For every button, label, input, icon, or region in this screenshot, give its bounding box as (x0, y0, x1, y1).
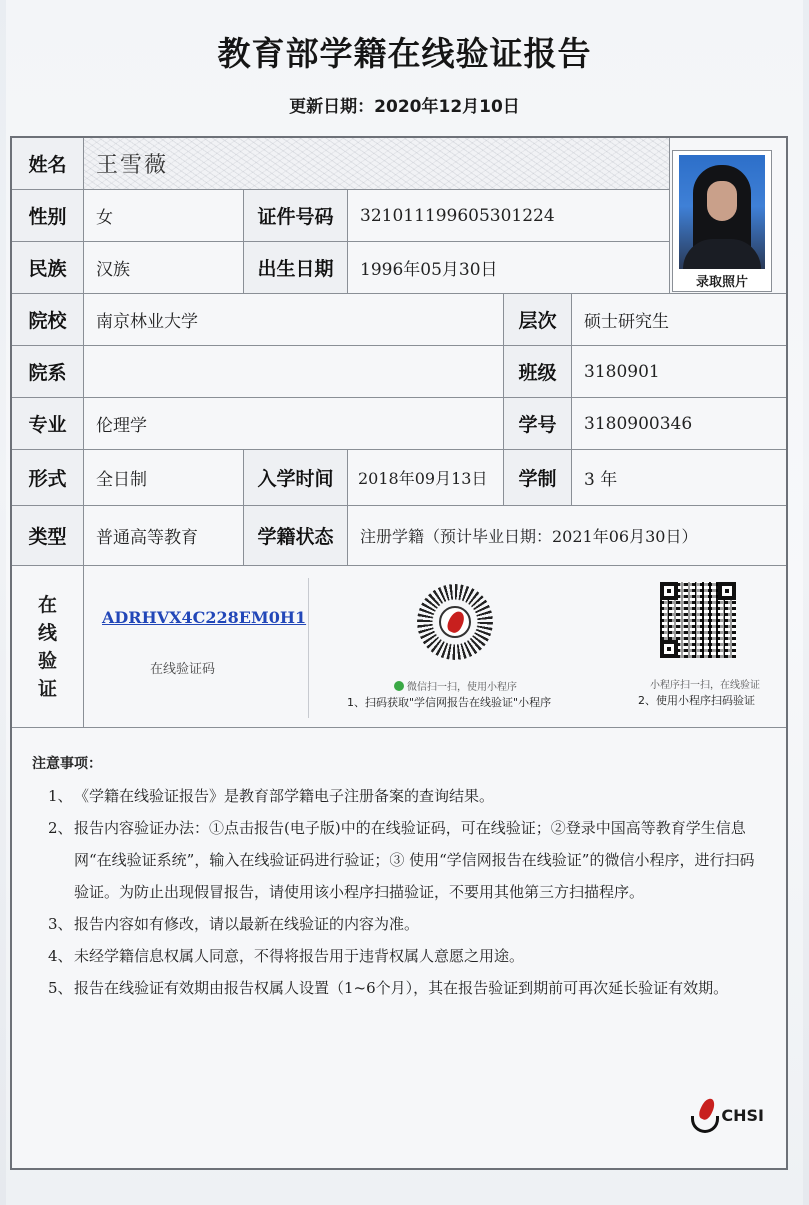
birth-value: 1996年05月30日 (348, 242, 670, 294)
report-table (10, 136, 788, 1170)
verification-code-link[interactable]: ADRHVX4C228EM0H1 (102, 608, 307, 627)
note-num: 2、 (48, 819, 73, 837)
gender-value: 女 (84, 190, 244, 242)
qr-code-icon (660, 582, 736, 658)
school-value: 南京林业大学 (84, 294, 504, 346)
enroll-value: 2018年09月13日 (348, 450, 504, 506)
note-text: 报告内容验证办法：①点击报告(电子版)中的在线验证码，可在线验证；②登录中国高等教育学生信息网“在线验证系统”，输入在线验证码进行验证；③ 使用“学信网报告在线验证”的微信小程序，进行扫码验证。为防止出现假冒报告，请使用该小程序扫描验证，不要用其他第三方扫描程序。 (74, 819, 755, 901)
major-value: 伦理学 (84, 398, 504, 450)
note-item (32, 780, 767, 812)
ethnicity-value: 汉族 (84, 242, 244, 294)
step1-text: 1、扫码获取"学信网报告在线验证"小程序 (347, 696, 552, 709)
student-no-label: 学号 (504, 398, 572, 450)
enroll-label: 入学时间 (244, 450, 348, 506)
verify-char-3: 验 (37, 649, 57, 672)
birth-label: 出生日期 (244, 242, 348, 294)
step2-text: 2、使用小程序扫码验证 (638, 694, 755, 707)
name-value: 王雪薇 (84, 138, 670, 190)
chsi-flame-icon (439, 606, 471, 638)
note-num: 1、 (48, 787, 73, 805)
level-value: 硕士研究生 (572, 294, 786, 346)
note-num: 5、 (48, 979, 73, 997)
verify-char-1: 在 (37, 593, 57, 616)
verify-char-4: 证 (37, 677, 57, 700)
notes-heading: 注意事项： (32, 756, 102, 772)
note-num: 4、 (48, 947, 73, 965)
major-label: 专业 (12, 398, 84, 450)
type-value: 普通高等教育 (84, 506, 244, 566)
verification-divider (308, 578, 309, 718)
verification-label (12, 566, 84, 728)
report-title: 教育部学籍在线验证报告 (217, 34, 592, 73)
note-text: 报告在线验证有效期由报告权属人设置（1~6个月），其在报告验证到期前可再次延长验证有效期。 (74, 979, 729, 997)
class-value: 3180901 (572, 346, 786, 398)
note-text: 报告内容如有修改，请以最新在线验证的内容为准。 (74, 915, 420, 933)
ethnicity-label: 民族 (12, 242, 84, 294)
note-item (32, 908, 767, 940)
verification-code-caption: 在线验证码 (150, 662, 216, 677)
chsi-logo-text: CHSI (721, 1105, 764, 1125)
notes-section (32, 748, 767, 1004)
verify-char-2: 线 (37, 621, 57, 644)
wechat-caption-text: 微信扫一扫，使用小程序 (407, 682, 517, 693)
duration-value: 3 年 (572, 450, 786, 506)
school-label: 院校 (12, 294, 84, 346)
wechat-caption (394, 678, 517, 693)
id-value: 321011199605301224 (348, 190, 670, 242)
note-item (32, 812, 767, 908)
gender-label: 性别 (12, 190, 84, 242)
student-no-value: 3180900346 (572, 398, 786, 450)
update-date: 更新日期：2020年12月10日 (289, 97, 520, 117)
class-label: 班级 (504, 346, 572, 398)
status-label: 学籍状态 (244, 506, 348, 566)
chsi-logo-icon (689, 1098, 719, 1132)
duration-label: 学制 (504, 450, 572, 506)
type-label: 类型 (12, 506, 84, 566)
status-value: 注册学籍（预计毕业日期：2021年06月30日） (348, 506, 786, 566)
note-text: 《学籍在线验证报告》是教育部学籍电子注册备案的查询结果。 (74, 787, 495, 805)
department-value (84, 346, 504, 398)
form-value: 全日制 (84, 450, 244, 506)
department-label: 院系 (12, 346, 84, 398)
note-item (32, 940, 767, 972)
level-label: 层次 (504, 294, 572, 346)
chsi-logo (689, 1098, 764, 1132)
note-text: 未经学籍信息权属人同意，不得将报告用于违背权属人意愿之用途。 (74, 947, 525, 965)
id-label: 证件号码 (244, 190, 348, 242)
photo-cell (670, 138, 786, 294)
qr-caption: 小程序扫一扫，在线验证 (650, 680, 760, 691)
form-label: 形式 (12, 450, 84, 506)
photo-label: 录取照片 (695, 275, 748, 290)
note-num: 3、 (48, 915, 73, 933)
name-label: 姓名 (12, 138, 84, 190)
report-page (6, 0, 803, 1205)
note-item (32, 972, 767, 1004)
wechat-icon (394, 681, 404, 691)
